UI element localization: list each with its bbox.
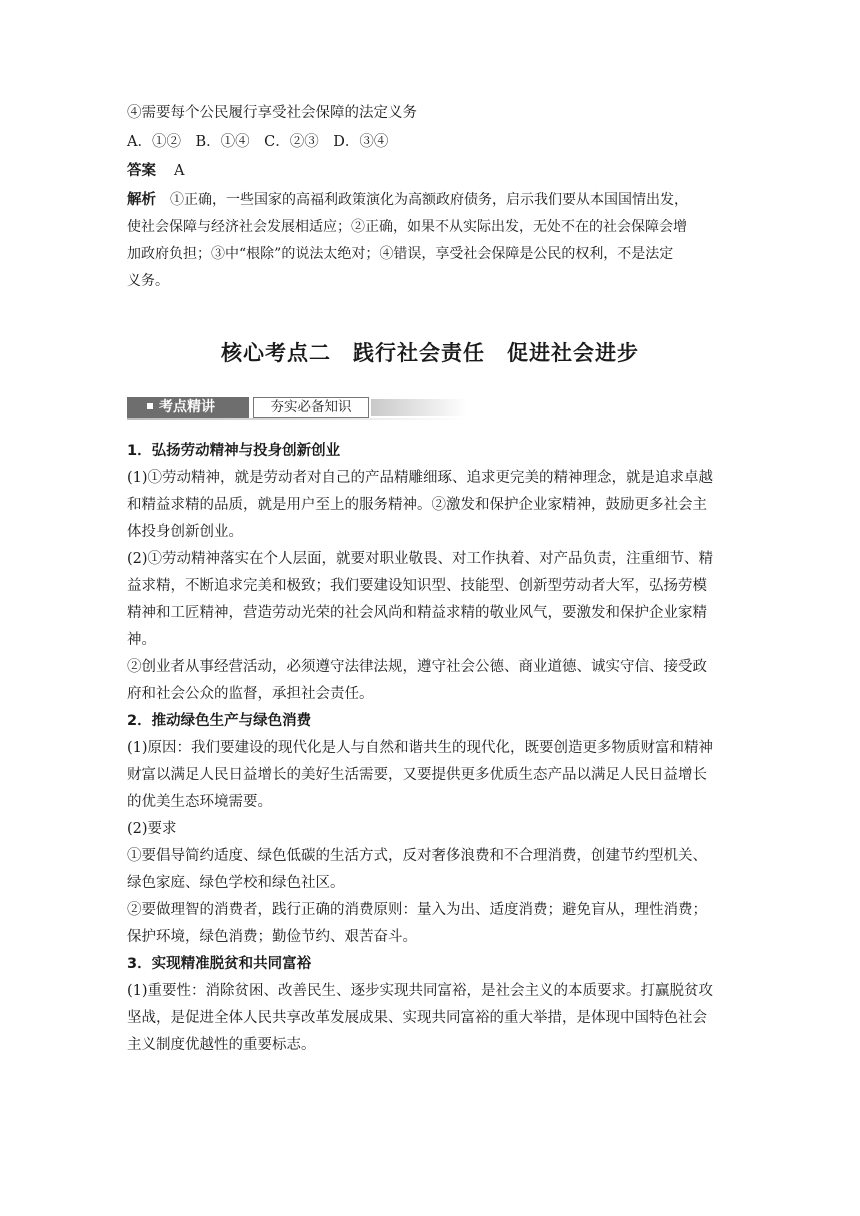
analysis-text-1: ①正确，一些国家的高福利政策演化为高额政府债务，启示我们要从本国国情出发， [170,192,688,208]
s1-p1-l3: 体投身创新创业。 [127,524,243,540]
analysis-text-4: 义务。 [127,273,169,289]
analysis-text-3: 加政府负担；③中“根除”的说法太绝对；④错误，享受社会保障是公民的权利，不是法定 [127,246,674,262]
s1-p2-l3: 精神和工匠精神，营造劳动光荣的社会风尚和精益求精的敬业风气，要激发和保护企业家精 [127,605,707,621]
s2-p3-l1: ①要倡导简约适度、绿色低碳的生活方式，反对奢侈浪费和不合理消费，创建节约型机关、 [127,848,707,864]
s3-p1-l1: (1)重要性：消除贫困、改善民生、逐步实现共同富裕，是社会主义的本质要求。打赢脱贫攻 [127,983,714,999]
s1-p1-l1: (1)①劳动精神，就是劳动者对自己的产品精雕细琢、追求更完美的精神理念，就是追求卓越 [127,470,714,486]
banner-underline [127,418,467,420]
answer-value: A [174,163,185,179]
s1-p2-l1: (2)①劳动精神落实在个人层面，就要对职业敬畏、对工作执着、对产品负责，注重细节、精 [127,551,714,567]
s2-p3-l2: 绿色家庭、绿色学校和绿色社区。 [127,875,345,891]
s1-p3-l2: 府和社会公众的监督，承担社会责任。 [127,686,374,702]
s2-p4-l2: 保护环境，绿色消费；勤俭节约、艰苦奋斗。 [127,929,417,945]
section-banner [127,396,467,420]
banner-label-dark [127,397,249,418]
s1-p1-l2: 和精益求精的品质，就是用户至上的服务精神。②激发和保护企业家精神，鼓励更多社会主 [127,497,707,513]
answer-line [127,158,735,185]
square-icon [147,403,153,409]
s3-p1-l3: 主义制度优越性的重要标志。 [127,1037,316,1053]
s3-heading: 3．实现精准脱贫和共同富裕 [127,956,312,972]
s2-heading: 2．推动绿色生产与绿色消费 [127,713,312,729]
s3-p1-l2: 坚战，是促进全体人民共享改革发展成果、实现共同富裕的重大举措，是体现中国特色社会 [127,1010,707,1026]
banner-label-light: 夯实必备知识 [253,397,369,418]
s1-p2-l2: 益求精，不断追求完美和极致；我们要建设知识型、技能型、创新型劳动者大军，弘扬劳模 [127,578,707,594]
s2-p1-l2: 财富以满足人民日益增长的美好生活需要，又要提供更多优质生态产品以满足人民日益增长 [127,767,707,783]
option-statement-4: ④需要每个公民履行享受社会保障的法定义务 [127,105,417,121]
s2-p4-l1: ②要做理智的消费者，践行正确的消费原则：量入为出、适度消费；避免盲从，理性消费； [127,902,707,918]
answer-label: 答案 [127,163,156,179]
analysis-label: 解析 [127,192,156,208]
s2-p1-l1: (1)原因：我们要建设的现代化是人与自然和谐共生的现代化，既要创造更多物质财富和精神 [127,740,714,756]
answer-options: A．①② B．①④ C．②③ D．③④ [127,134,389,150]
banner-fade [371,399,467,416]
body-content [127,438,735,1059]
analysis-line-1 [127,187,735,214]
s2-p2: (2)要求 [127,821,177,837]
section-title: 核心考点二 践行社会责任 促进社会进步 [221,341,639,365]
s1-p3-l1: ②创业者从事经营活动，必须遵守法律法规，遵守社会公德、商业道德、诚实守信、接受政 [127,659,707,675]
s1-heading: 1．弘扬劳动精神与投身创新创业 [127,443,341,459]
banner-left-text: 考点精讲 [159,399,215,415]
question-tail [127,100,735,295]
analysis-text-2: 使社会保障与经济社会发展相适应；②正确，如果不从实际出发，无处不在的社会保障会增 [127,219,687,235]
s2-p1-l3: 的优美生态环境需要。 [127,794,272,810]
s1-p2-l4: 神。 [127,632,156,648]
